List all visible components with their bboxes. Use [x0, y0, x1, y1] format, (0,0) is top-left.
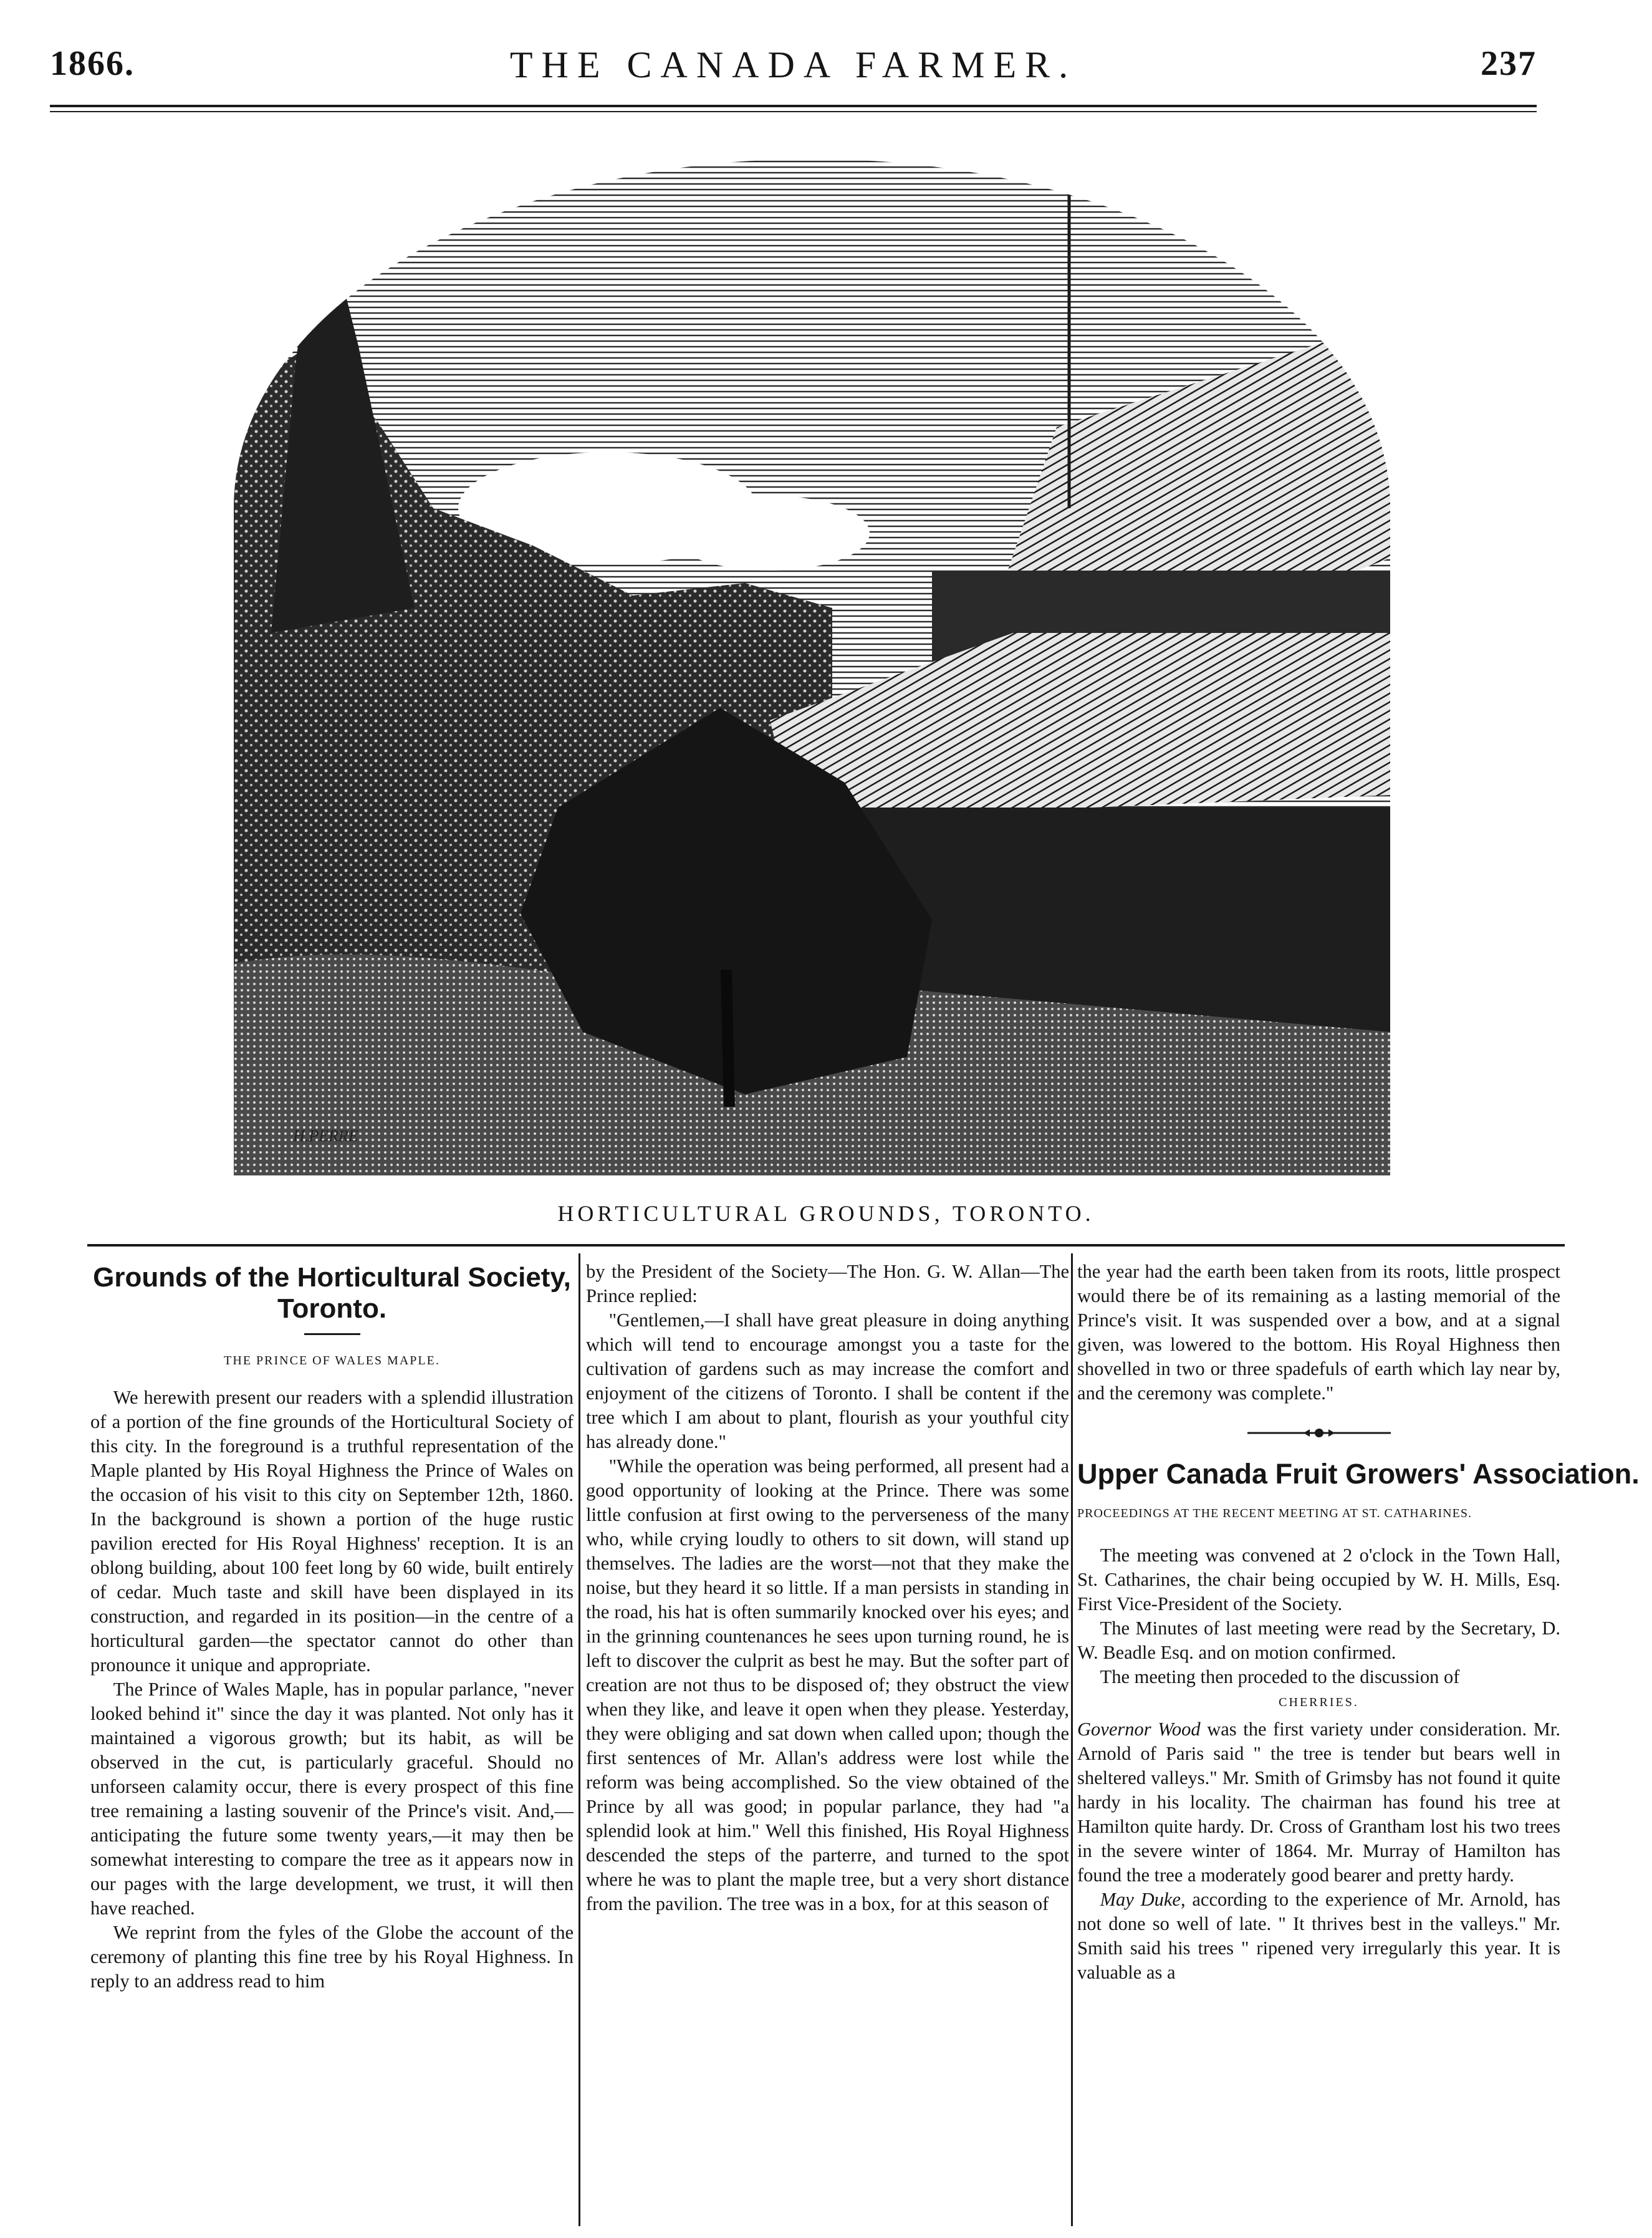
caption-rule: [87, 1244, 1565, 1247]
illustration-caption: HORTICULTURAL GROUNDS, TORONTO.: [557, 1201, 1095, 1226]
article-paragraph: The meeting then proceded to the discussion of: [1100, 1666, 1460, 1687]
article-paragraph: [1077, 1888, 1560, 1985]
article-paragraph: We reprint from the fyles of the Globe the account of the ceremony of planting this fine tree by his Royal Highness. In reply to an address read to him: [90, 1922, 574, 1992]
variety-name: Governor Wood: [1077, 1719, 1201, 1740]
variety-name: May Duke: [1100, 1889, 1181, 1910]
column-1: [90, 1260, 574, 1994]
page-number: 237: [1481, 44, 1537, 83]
engraving-illustration: [234, 159, 1390, 1175]
article-subhead: PROCEEDINGS AT THE RECENT MEETING AT ST. CATHARINES.: [1077, 1507, 1472, 1520]
masthead: [50, 44, 1537, 112]
article-paragraph: "Gentlemen,—I shall have great pleasure in doing anything which will tend to encourage amongst you a taste for the cultivation of gardens such as may increase the comfort and enjoyment of the citizens of Toronto. I shall be content if the tree which I am about to plant, flourish as your youthful city has already done.": [586, 1310, 1069, 1452]
newspaper-title: THE CANADA FARMER.: [509, 44, 1077, 85]
article-subhead: THE PRINCE OF WALES MAPLE.: [224, 1354, 440, 1367]
ornament-rule-icon: [1247, 1427, 1391, 1439]
article-headline: Upper Canada Fruit Growers' Association.: [1077, 1458, 1640, 1490]
headline-rule: [304, 1333, 360, 1335]
article-paragraph: the year had the earth been taken from its roots, little prospect would there be of its remaining as a lasting memorial of the Prince's visit. It was suspended over a bow, and at a signal given, was lowered to the bottom. His Royal Highness then shovelled in two or three spadefuls of earth which lay near by, and the ceremony was complete.": [1077, 1261, 1560, 1404]
article-paragraph: [1077, 1717, 1560, 1888]
column-2: [586, 1260, 1069, 1916]
issue-year: 1866.: [50, 44, 135, 83]
variety-text: , according to the experience of Mr. Arnold, has not done so well of late. " It thrives best in the valleys." Mr. Smith said his trees " ripened very irregularly this year. It is valuable as a: [1077, 1889, 1560, 1983]
section-heading: CHERRIES.: [1279, 1695, 1359, 1709]
column-divider: [1071, 1253, 1073, 2226]
article-paragraph: by the President of the Society—The Hon. G. W. Allan—The Prince replied:: [586, 1261, 1069, 1306]
article-paragraph: We herewith present our readers with a splendid illustration of a portion of the fine grounds of the Horticultural Society of this city. In the foreground is a truthful representation of the Maple planted by His Royal Highness the Prince of Wales on the occasion of his visit to this city on September 12th, 1860. In the background is shown a portion of the huge rustic pavilion erected for His Royal Highness' reception. It is an oblong building, about 100 feet long by 60 wide, built entirely of cedar. Much taste and skill have been displayed in its construction, and regarded in its position—in the centre of a horticultural garden—the spectator cannot do other than pronounce it unique and appropriate.: [90, 1387, 574, 1676]
article-paragraph: The Minutes of last meeting were read by the Secretary, D. W. Beadle Esq. and on motion confirmed.: [1077, 1618, 1560, 1663]
article-paragraph: The Prince of Wales Maple, has in popular parlance, "never looked behind it" since the day it was planted. Not only has it maintained a vigorous growth; but its habit, as will be observed in the cut, is particularly graceful. Should no unforseen calamity occur, there is every prospect of this fine tree remaining a lasting souvenir of the Prince's visit. And,—anticipating the future some twenty years,—it may then be somewhat interesting to compare the tree as it appears now in our pages with the large development, we trust, it will then have reached.: [90, 1679, 574, 1919]
article-headline: Grounds of the Horticultural Society, Toronto.: [93, 1262, 571, 1324]
section-ornament: [1077, 1427, 1560, 1439]
maple-trunk: [726, 970, 729, 1107]
article-paragraph: "While the operation was being performed, all present had a good opportunity of looking at the Prince. There was some little confusion at first owing to the perverseness of the many who, while crying loudly to others to sit down, will stand up themselves. The ladies are the worst—not that they make the noise, but they heard it so little. If a man persists in standing in the road, his hat is often summarily knocked over his eyes; and in the grinning countenances he sees upon turning round, he is left to discover the culprit as best he may. But the softer part of creation are not thus to be disposed of; they obstruct the view when they like, and leave it open when they please. Yesterday, they were obliging and sat down when called upon; though the first sentences of Mr. Allan's address were lost while the reform was being accomplished. So the view obtained of the Prince by all was good; in popular parlance, they had "a splendid look at him." Well this finished, His Royal Highness descended the steps of the parterre, and turned to the spot where he was to plant the maple tree, but a very short distance from the pavilion. The tree was in a box, for at this season of: [586, 1455, 1069, 1914]
column-divider: [579, 1253, 580, 2226]
cloud: [670, 496, 870, 571]
column-3: [1077, 1260, 1640, 1985]
article-paragraph: The meeting was convened at 2 o'clock in the Town Hall, St. Catharines, the chair being occupied by W. H. Mills, Esq. First Vice-President of the Society.: [1077, 1545, 1560, 1614]
variety-text: was the first variety under consideration. Mr. Arnold of Paris said " the tree is tender but bears well in sheltered valleys." Mr. Smith of Grimsby has not found it quite hardy in his locality. The chairman has found his tree at Hamilton quite hardy. Dr. Cross of Grantham lost his two trees in the severe winter of 1864. Mr. Murray of Hamilton has found the tree a moderately good bearer and pretty hardy.: [1077, 1719, 1560, 1886]
masthead-rule: [50, 105, 1537, 112]
engraver-signature: H.PERRE: [293, 1127, 358, 1145]
